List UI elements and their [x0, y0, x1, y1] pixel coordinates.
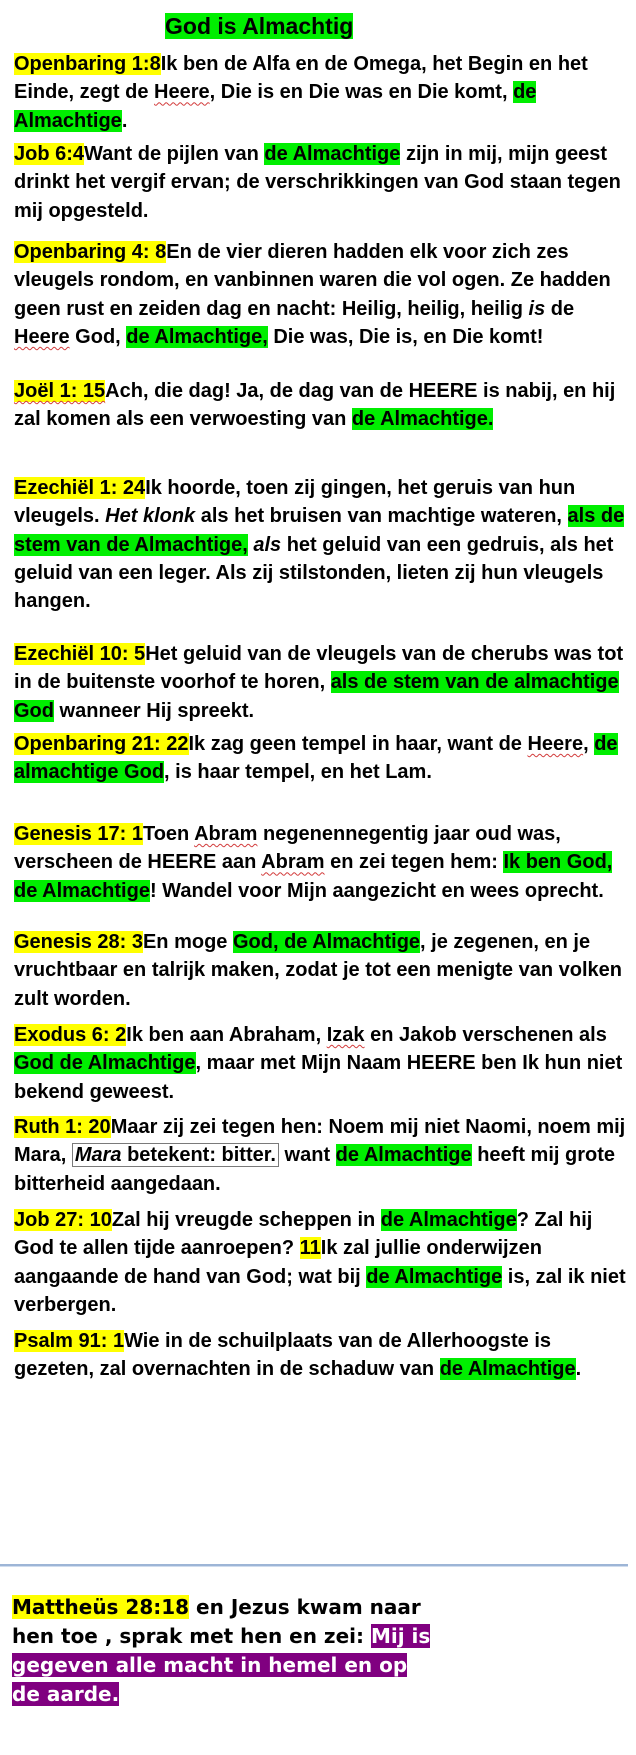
verse-reference: Mattheüs 28:18	[12, 1595, 190, 1619]
verse-genesis-28-3: Genesis 28: 3En moge God, de Almachtige, je zegenen, en je vruchtbaar en talrijk maken, zodat je tot een menigte van volken zult worden.	[14, 931, 622, 1010]
verse-reference: Exodus 6: 2	[14, 1024, 127, 1046]
verse-job-27-10: Job 27: 10Zal hij vreugde scheppen in de Almachtige? Zal hij God te allen tijde aanroepen? 11Ik zal jullie onderwijzen aangaande de hand van God; wat bij de Almachtige is, zal ik niet verbergen.	[14, 1209, 626, 1316]
page-title: God is Almachtig	[165, 13, 354, 39]
highlight: de Almachtige	[264, 143, 401, 165]
verse-reference: Openbaring 21: 22	[14, 733, 189, 755]
verse-reference: Openbaring 4: 8	[14, 241, 167, 263]
verse-reference: Ezechiël 1: 24	[14, 477, 146, 499]
verse-reference: 11	[299, 1237, 321, 1260]
verse-ezechiel-1-24: Ezechiël 1: 24Ik hoorde, toen zij gingen, het geruis van hun vleugels. Het klonk als het bruisen van machtige wateren, als de stem van de Almachtige, als het geluid van een gedruis, als het geluid van een leger. Als zij stilstonden, lieten zij hun vleugels hangen.	[14, 477, 625, 613]
verse-reference: Job 6:4	[14, 143, 85, 165]
highlight: Ik ben God, de Almachtige	[14, 851, 613, 902]
highlight: God, de Almachtige	[232, 931, 421, 953]
verse-reference: Job 27: 10	[14, 1209, 112, 1231]
verse-openbaring-21-22: Openbaring 21: 22Ik zag geen tempel in haar, want de Heere, de almachtige God, is haar tempel, en het Lam.	[14, 733, 618, 784]
highlight: als de stem van de Almachtige,	[14, 505, 625, 556]
verse-reference: Ruth 1: 20	[14, 1116, 111, 1138]
highlight: de Almachtige	[380, 1209, 517, 1231]
verse-psalm-91-1: Psalm 91: 1Wie in de schuilplaats van de Allerhoogste is gezeten, zal overnachten in de schaduw van de Almachtige.	[14, 1330, 582, 1381]
margin-note: Mara betekent: bitter.	[72, 1143, 279, 1167]
verse-ezechiel-10-5: Ezechiël 10: 5Het geluid van de vleugels van de cherubs was tot in de buitenste voorhof te horen, als de stem van de almachtige God wanneer Hij spreekt.	[14, 643, 624, 722]
highlight: de almachtige God	[14, 733, 618, 784]
highlight: de Almachtige,	[126, 325, 268, 348]
highlight: de Almachtige	[439, 1358, 576, 1381]
divider	[0, 1564, 628, 1567]
verse-reference: Genesis 28: 3	[14, 931, 143, 953]
verse-reference: Genesis 17: 1	[14, 823, 143, 845]
verse-openbaring-4-8: Openbaring 4: 8En de vier dieren hadden elk voor zich zes vleugels rondom, en vanbinnen waren die vol ogen. Ze hadden geen rust en zeiden dag en nacht: Heilig, heilig, heilig is de Heere God, de Almachtige, Die was, Die is, en Die komt!	[14, 241, 611, 348]
verse-ruth-1-20: Ruth 1: 20Maar zij zei tegen hen: Noem mij niet Naomi, noem mij Mara, Mara betekent: bitter. want de Almachtige heeft mij grote bitterheid aangedaan.	[14, 1116, 626, 1195]
verse-reference: Openbaring 1:8	[14, 53, 161, 75]
highlight: de Almachtige	[366, 1265, 503, 1288]
verse-job-6-4: Job 6:4Want de pijlen van de Almachtige zijn in mij, mijn geest drinkt het vergif ervan; de verschrikkingen van God staan tegen mij opgesteld.	[14, 143, 621, 222]
verse-reference: Psalm 91: 1	[14, 1330, 125, 1352]
verse-joel-1-15: Joël 1: 15Ach, die dag! Ja, de dag van de HEERE is nabij, en hij zal komen als een verwoesting van de Almachtige.	[14, 380, 616, 431]
highlight: de Almachtige	[335, 1144, 472, 1167]
verse-reference: Ezechiël 10: 5	[14, 643, 146, 665]
purple-highlight: Mij is gegeven alle macht in hemel en op de aarde.	[12, 1624, 431, 1706]
highlight: als de stem van de almachtige God	[14, 671, 619, 722]
verse-exodus-6-2: Exodus 6: 2Ik ben aan Abraham, Izak en Jakob verschenen als God de Almachtige, maar met Mijn Naam HEERE ben Ik hun niet bekend geweest.	[14, 1024, 623, 1103]
verse-openbaring-1-8: Openbaring 1:8Ik ben de Alfa en de Omega, het Begin en het Einde, zegt de Heere, Die is en Die was en Die komt, de Almachtige.	[14, 53, 588, 132]
highlight: God de Almachtige	[14, 1052, 196, 1075]
verse-mattheus-28-18: Mattheüs 28:18 en Jezus kwam naar hen toe , sprak met hen en zei: Mij is gegeven alle macht in hemel en op de aarde.	[12, 1595, 431, 1706]
highlight: de Almachtige	[14, 81, 537, 132]
verse-genesis-17-1: Genesis 17: 1Toen Abram negenennegentig jaar oud was, verscheen de HEERE aan Abram en zei tegen hem: Ik ben God, de Almachtige! Wandel voor Mijn aangezicht en wees oprecht.	[14, 823, 613, 902]
verse-reference: Joël 1: 15	[14, 380, 106, 402]
highlight: de Almachtige.	[351, 408, 494, 431]
